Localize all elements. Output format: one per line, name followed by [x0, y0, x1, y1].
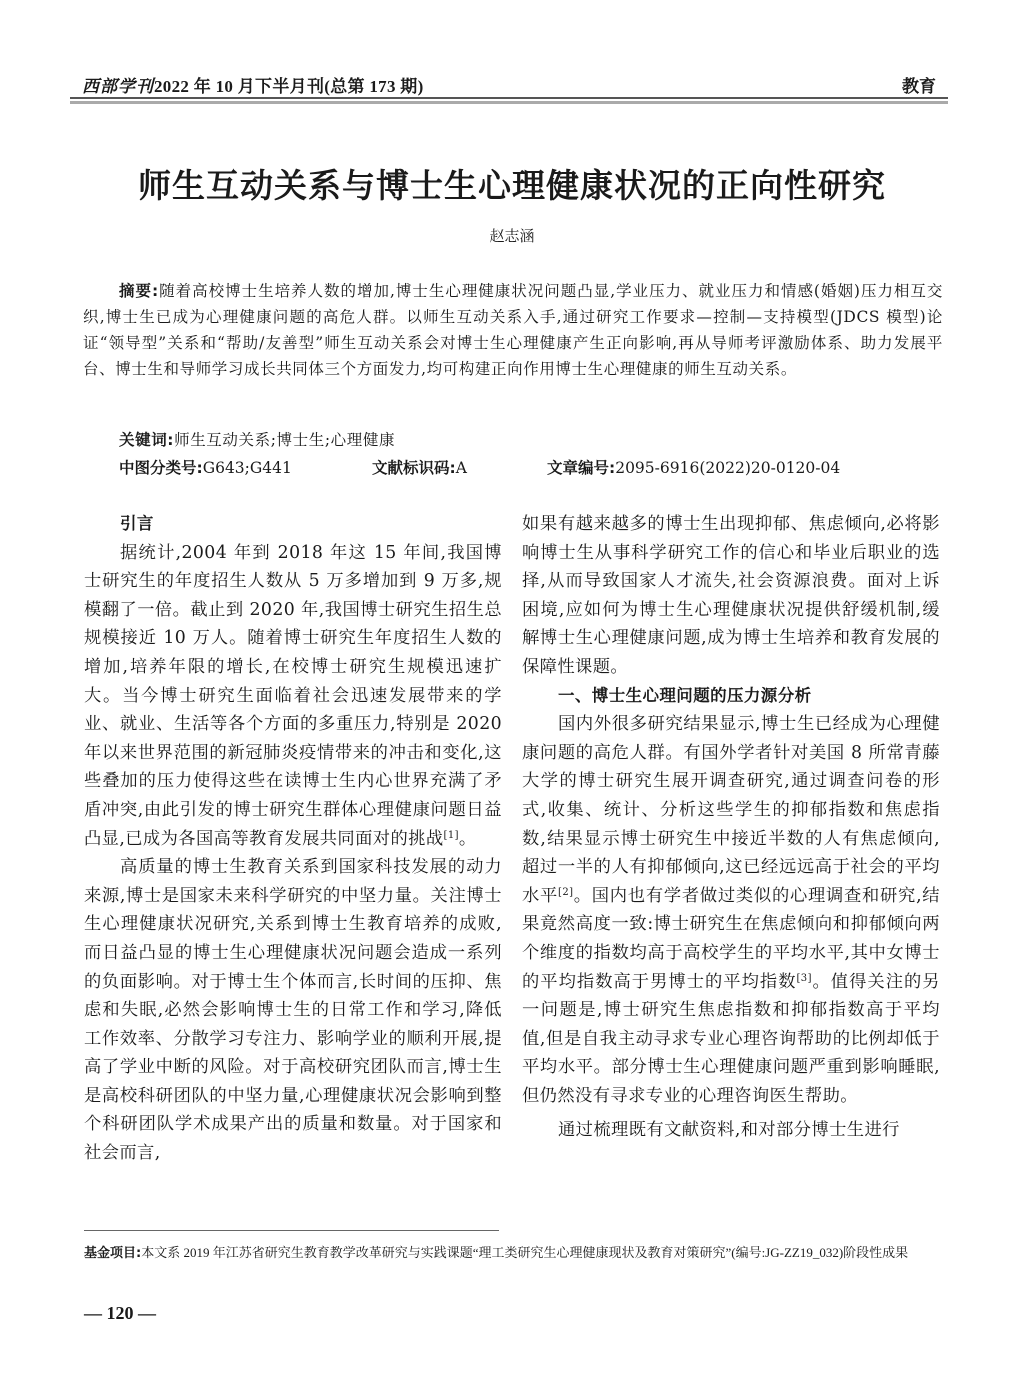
- journal-logo: 西部学刊: [82, 77, 154, 97]
- paragraph: [522, 710, 940, 1110]
- article-no-label: 文章编号:: [547, 459, 616, 477]
- doc-code-label: 文献标识码:: [372, 459, 456, 477]
- column-left: [84, 510, 502, 1168]
- paragraph-text: 。国内也有学者做过类似的心理调查和研究,结果竟然高度一致:博士研究生在焦虑倾向和抑郁倾向两个维度的指数均高于高校学生的平均水平,其中女博士的平均指数高于男博士的平均指数: [522, 885, 940, 992]
- issue-text: 2022 年 10 月下半月刊(总第 173 期): [154, 77, 424, 96]
- running-header: [70, 68, 944, 97]
- footnote-text: 本文系 2019 年江苏省研究生教育教学改革研究与实践课题“理工类研究生心理健康现状及教育对策研究”(编号:JG-ZZ19_032)阶段性成果: [141, 1245, 909, 1260]
- paragraph-text: 。值得关注的另一问题是,博士研究生焦虑指数和抑郁指数高于平均值,但是自我主动寻求专业心理咨询帮助的比例却低于平均水平。部分博士生心理健康问题严重到影响睡眠,但仍然没有寻求专业的心理咨询医生帮助。: [522, 971, 940, 1106]
- header-rule: [70, 97, 948, 99]
- section-tag: 教育: [902, 77, 936, 97]
- paragraph-text: 据统计,2004 年到 2018 年这 15 年间,我国博士研究生的年度招生人数从 5 万多增加到 9 万多,规模翻了一倍。截止到 2020 年,我国博士研究生招生总规模接近 10 万人。随着博士研究生年度招生人数的增加,培养年限的增长,在校博士研究生规模迅速扩大。当今博士研究生面临着社会迅速发展带来的学业、就业、生活等各个方面的多重压力,特别是 2020 年以来世界范围的新冠肺炎疫情带来的冲击和变化,这些叠加的压力使得这些在读博士生内心世界充满了矛盾冲突,由此引发的博士研究生群体心理健康问题日益凸显,已成为各国高等教育发展共同面对的挑战: [84, 542, 502, 849]
- footnote-rule: [84, 1230, 499, 1231]
- footnote-label: 基金项目:: [84, 1246, 142, 1261]
- keywords-text: 师生互动关系;博士生;心理健康: [174, 431, 396, 449]
- paragraph: 通过梳理既有文献资料,和对部分博士生进行: [558, 1120, 900, 1141]
- citation: [3]: [796, 972, 812, 984]
- intro-heading: 引言: [120, 514, 154, 533]
- abstract-text: 随着高校博士生培养人数的增加,博士生心理健康状况问题凸显,学业压力、就业压力和情感(婚姻)压力相互交织,博士生已成为心理健康问题的高危人群。以师生互动关系入手,通过研究工作要求—控制—支持模型(JDCS 模型)论证“领导型”关系和“帮助/友善型”师生互动关系会对博士生心理健康产生正向影响,再从导师考评激励体系、助力发展平台、博士生和导师学习成长共同体三个方面发力,均可构建正向作用博士生心理健康的师生互动关系。: [83, 282, 944, 378]
- doc-code-value: A: [455, 459, 467, 477]
- paragraph-end: 。: [458, 828, 477, 849]
- paragraph-text: 国内外很多研究结果显示,博士生已经成为心理健康问题的高危人群。有国外学者针对美国 8 所常青藤大学的博士研究生展开调查研究,通过调查问卷的形式,收集、统计、分析这些学生的抑郁指数和焦虑指数,结果显示博士研究生中接近半数的人有焦虑倾向,超过一半的人有抑郁倾向,这已经远远高于社会的平均水平: [522, 714, 940, 906]
- clc-value: G643;G441: [202, 459, 292, 477]
- journal-issue: [82, 72, 424, 97]
- clc-code: [119, 456, 292, 478]
- abstract: [83, 278, 943, 382]
- paragraph: 如果有越来越多的博士生出现抑郁、焦虑倾向,必将影响博士生从事科学研究工作的信心和毕业后职业的选择,从而导致国家人才流失,社会资源浪费。面对上诉困境,应如何为博士生心理健康状况提供舒缓机制,缓解博士生心理健康问题,成为博士生培养和教育发展的保障性课题。: [522, 514, 940, 677]
- page-number: — 120 —: [84, 1303, 156, 1323]
- paragraph: [84, 539, 502, 854]
- section-heading: 一、博士生心理问题的压力源分析: [558, 685, 812, 705]
- citation: [1]: [443, 829, 459, 841]
- document-code: [372, 456, 467, 478]
- footnote: [84, 1240, 944, 1266]
- author: 赵志涵: [489, 227, 535, 245]
- article-no-value: 2095-6916(2022)20-0120-04: [615, 459, 841, 477]
- keywords-label: 关键词:: [119, 431, 175, 449]
- keywords: [119, 428, 395, 450]
- article-number: [547, 456, 840, 478]
- clc-label: 中图分类号:: [119, 459, 203, 477]
- paragraph: 高质量的博士生教育关系到国家科技发展的动力来源,博士是国家未来科学研究的中坚力量。关注博士生心理健康状况研究,关系到博士生教育培养的成败,而日益凸显的博士生心理健康状况问题会造成一系列的负面影响。对于博士生个体而言,长时间的压抑、焦虑和失眠,必然会影响博士生的日常工作和学习,降低工作效率、分散学习专注力、影响学业的顺利开展,提高了学业中断的风险。对于高校研究团队而言,博士生是高校科研团队的中坚力量,心理健康状况会影响到整个科研团队学术成果产出的质量和数量。对于国家和社会而言,: [84, 857, 502, 1164]
- abstract-label: 摘要:: [119, 282, 159, 300]
- article-title: 师生互动关系与博士生心理健康状况的正向性研究: [138, 166, 886, 205]
- column-right: [522, 510, 940, 1145]
- header-rule-thick: [70, 101, 948, 104]
- citation: [2]: [558, 886, 574, 898]
